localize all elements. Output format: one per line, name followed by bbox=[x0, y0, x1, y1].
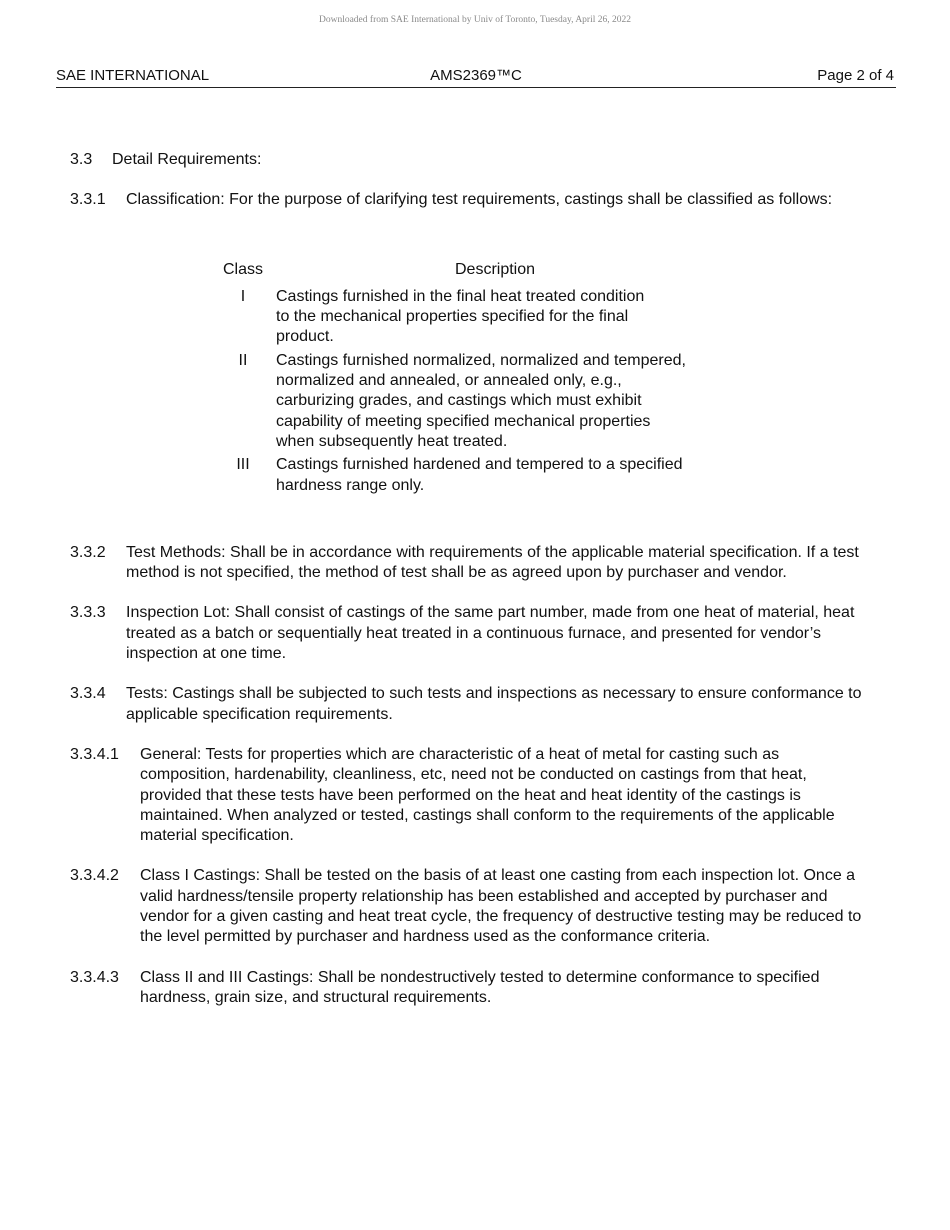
description-line: to the mechanical properties specified for the final bbox=[276, 308, 629, 326]
section-3-3-4-2 bbox=[70, 866, 870, 947]
description-cell bbox=[276, 351, 714, 455]
description-line: capability of meeting specified mechanical properties bbox=[276, 412, 651, 430]
section-number: 3.3.4.2 bbox=[70, 867, 119, 885]
section-number: 3.3.4.1 bbox=[70, 745, 119, 763]
description-line: Castings furnished normalized, normalized and tempered, bbox=[276, 351, 686, 369]
column-header-class: Class bbox=[222, 260, 263, 278]
page-number: Page 2 of 4 bbox=[817, 67, 894, 84]
publisher-name: SAE INTERNATIONAL bbox=[56, 67, 210, 84]
description-line: product. bbox=[276, 328, 334, 346]
class-cell: III bbox=[236, 456, 250, 474]
table-row bbox=[210, 351, 714, 455]
class-cell: II bbox=[238, 351, 248, 369]
section-number: 3.3.2 bbox=[70, 543, 106, 561]
section-text: General: Tests for properties which are characteristic of a heat of metal for casting such as composition, hardenability, cleanliness, etc, need not be conducted on castings from that heat, provided that these tests have been performed on the heat and heat identity of the castings is maintained. When analyzed or tested, castings shall conform to the requirements of the applicable material specification. bbox=[140, 745, 835, 845]
description-line: Castings furnished hardened and tempered to a specified bbox=[276, 456, 683, 474]
description-line: carburizing grades, and castings which must exhibit bbox=[276, 392, 642, 410]
table-row bbox=[210, 455, 714, 499]
classification-table bbox=[210, 260, 714, 499]
section-heading: Detail Requirements: bbox=[112, 151, 262, 168]
class-cell: I bbox=[240, 287, 246, 305]
section-text: Class I Castings: Shall be tested on the basis of at least one casting from each inspection lot. Once a valid hardness/tensile property relationship has been established and accepted by purchaser and vendor for a given casting and heat treat cycle, the frequency of destructive testing may be reduced to the level permitted by purchaser and hardness used as the conformance criteria. bbox=[140, 867, 862, 946]
section-text: Classification: For the purpose of clarifying test requirements, castings shall be classified as follows: bbox=[126, 191, 833, 209]
section-text: Class II and III Castings: Shall be nondestructively tested to determine conformance to specified hardness, grain size, and structural requirements. bbox=[140, 968, 820, 1006]
section-text: Inspection Lot: Shall consist of castings of the same part number, made from one heat of material, heat treated as a batch or sequentially heat treated in a continuous furnace, and presented for vendor’s inspection at one time. bbox=[126, 604, 855, 663]
table-header-row bbox=[210, 260, 714, 287]
section-3-3-4-1 bbox=[70, 745, 870, 846]
section-text: Tests: Castings shall be subjected to such tests and inspections as necessary to ensure conformance to applicable specification requirements. bbox=[126, 685, 862, 723]
section-3-3-4 bbox=[70, 684, 870, 725]
page-header bbox=[56, 67, 896, 88]
section-number: 3.3.1 bbox=[70, 191, 106, 209]
download-watermark: Downloaded from SAE International by Univ of Toronto, Tuesday, April 26, 2022 bbox=[318, 15, 631, 25]
description-line: Castings furnished in the final heat treated condition bbox=[276, 287, 645, 305]
description-cell bbox=[276, 455, 714, 499]
section-3-3-3 bbox=[70, 603, 870, 664]
section-text: Test Methods: Shall be in accordance with requirements of the applicable material specification. If a test method is not specified, the method of test shall be as agreed upon by purchaser and vendor. bbox=[126, 543, 859, 582]
section-3-3-2 bbox=[70, 543, 870, 584]
section-number: 3.3.4 bbox=[70, 685, 106, 703]
table-row bbox=[210, 287, 714, 351]
description-line: hardness range only. bbox=[276, 476, 425, 494]
section-3-3-4-3 bbox=[70, 968, 870, 1009]
description-line: when subsequently heat treated. bbox=[276, 432, 508, 450]
section-number: 3.3 bbox=[70, 151, 93, 168]
section-3-3 bbox=[70, 150, 870, 170]
column-header-description: Description bbox=[454, 260, 536, 278]
description-line: normalized and annealed, or annealed only, e.g., bbox=[276, 372, 622, 390]
description-cell bbox=[276, 287, 714, 351]
section-number: 3.3.3 bbox=[70, 604, 106, 622]
section-number: 3.3.4.3 bbox=[70, 968, 119, 986]
document-number: AMS2369™C bbox=[430, 67, 522, 84]
document-body bbox=[70, 150, 870, 1028]
section-3-3-1 bbox=[70, 190, 870, 210]
